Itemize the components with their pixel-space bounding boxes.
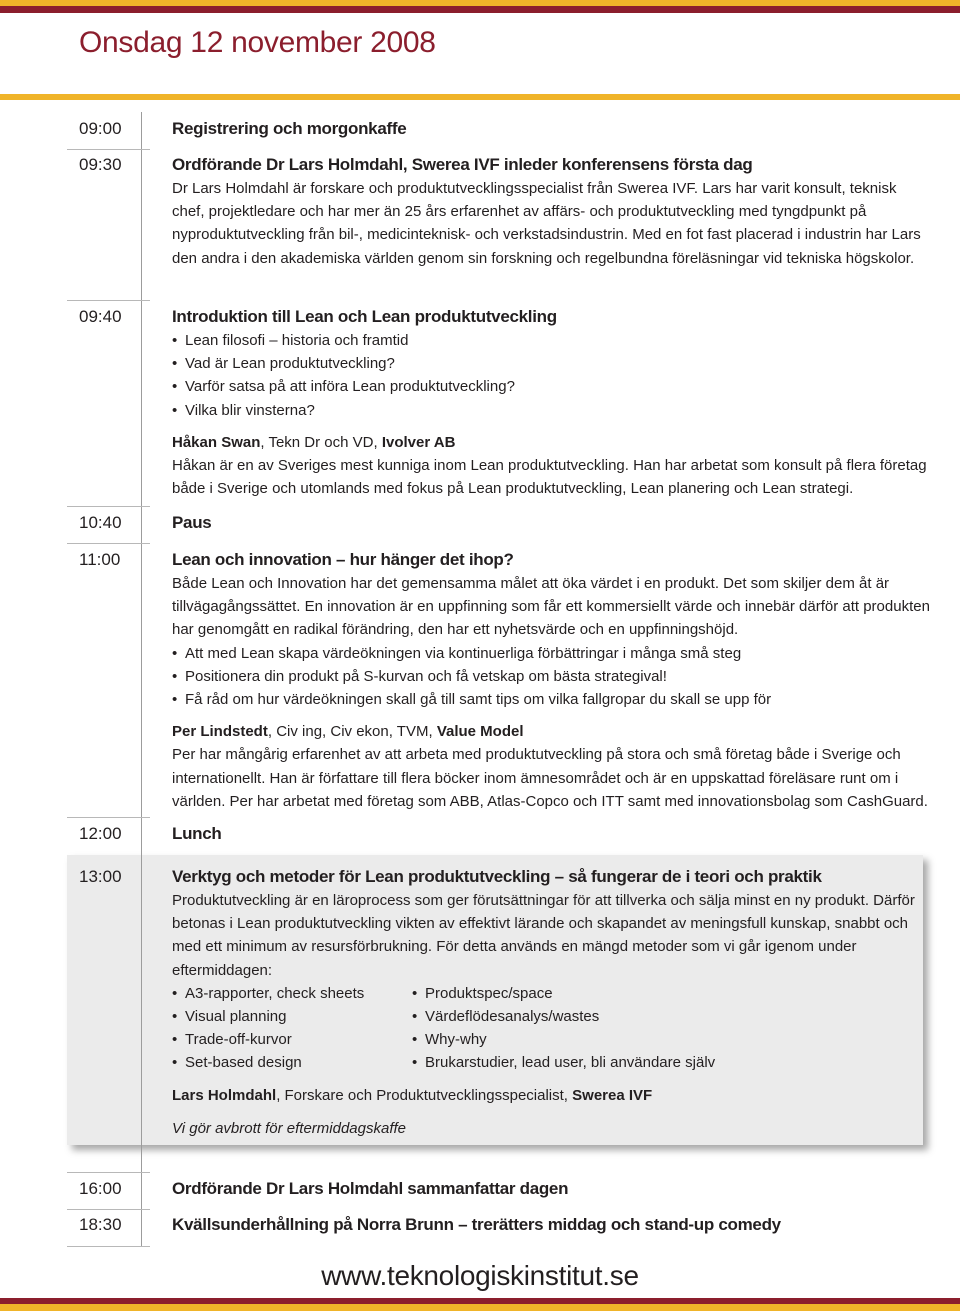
separator	[67, 1172, 150, 1173]
session-heading: Ordförande Dr Lars Holmdahl sammanfattar dagen	[172, 1179, 569, 1198]
separator	[67, 300, 150, 301]
bottom-stripe	[0, 1298, 960, 1311]
speaker-org: Ivolver AB	[381, 433, 456, 451]
session-time: 11:00	[79, 550, 121, 569]
session-heading: Lunch	[172, 824, 222, 843]
speaker-bio: Håkan är en av Sveriges mest kunniga inom Lean produktutveckling. Han har arbetat som konsult på flera företag både i Sverige och utomlands med fokus på Lean produktutveckling, Lean planering och Lean strategi.	[172, 457, 927, 498]
bullet-item: • Varför satsa på att införa Lean produktutveckling?	[172, 375, 932, 398]
separator	[67, 1246, 150, 1247]
session-time: 16:00	[79, 1179, 122, 1198]
session-heading: Introduktion till Lean och Lean produktutveckling	[172, 307, 557, 326]
method-column	[172, 982, 412, 1075]
speaker-title: , Forskare och Produktutvecklingsspecialist,	[276, 1086, 573, 1104]
footer-url-link[interactable]: www.teknologiskinstitut.se	[321, 1260, 639, 1291]
separator	[67, 817, 150, 818]
session-1040	[172, 511, 932, 535]
session-heading: Lean och innovation – hur hänger det ihop?	[172, 550, 514, 569]
speaker-org: Value Model	[436, 723, 524, 741]
session-heading: Kvällsunderhållning på Norra Brunn – trerätters middag och stand-up comedy	[172, 1215, 781, 1234]
session-description: Produktutveckling är en läroprocess som ger förutsättningar för att tillverka och sälja minst en ny produkt. Därför betonas i Lean produktutveckling vikten av effektivt lärande och skapandet av meningsfull kunskap, snabbt och med ett minimum av resursförbrukning. För detta används en mängd metoder som vi går igenom under eftermiddagen:	[172, 892, 915, 979]
speaker-line	[172, 1084, 922, 1107]
session-time: 10:40	[79, 513, 122, 532]
session-0930	[172, 153, 932, 270]
bullet-item: • Brukarstudier, lead user, bli användare själv	[412, 1051, 652, 1074]
session-time: 13:00	[79, 867, 122, 886]
separator	[67, 543, 150, 544]
session-heading: Registrering och morgonkaffe	[172, 119, 407, 138]
timeline-divider	[141, 112, 142, 1247]
bullet-item: • Värdeflödesanalys/wastes	[412, 1005, 652, 1028]
session-time: 12:00	[79, 824, 122, 843]
bullet-item: • Att med Lean skapa värdeökningen via kontinuerliga förbättringar i många små steg	[172, 642, 932, 665]
top-stripe	[0, 0, 960, 13]
bullet-item: • Positionera din produkt på S-kurvan och få vetskap om bästa strategival!	[172, 665, 932, 688]
bullet-item: • Produktspec/space	[412, 982, 652, 1005]
break-note: Vi gör avbrott för eftermiddagskaffe	[172, 1119, 407, 1137]
separator	[67, 506, 150, 507]
bullet-item: • Vad är Lean produktutveckling?	[172, 352, 932, 375]
bullet-item: • Visual planning	[172, 1005, 412, 1028]
session-heading: Paus	[172, 513, 212, 532]
bullet-item: • Set-based design	[172, 1051, 412, 1074]
session-time: 09:30	[79, 155, 122, 174]
bullet-item: • Få råd om hur värdeökningen skall gå till samt tips om vilka fallgropar du skall se upp för	[172, 688, 932, 711]
speaker-org: Swerea IVF	[572, 1086, 653, 1104]
session-time: 18:30	[79, 1215, 122, 1234]
session-1200	[172, 822, 932, 846]
bullet-item: • A3-rapporter, check sheets	[172, 982, 412, 1005]
method-column	[412, 982, 716, 1075]
session-0940	[172, 305, 932, 500]
bullet-item: • Vilka blir vinsterna?	[172, 399, 932, 422]
method-list	[172, 982, 922, 1075]
session-1100	[172, 548, 932, 813]
session-description: Dr Lars Holmdahl är forskare och produktutvecklingsspecialist från Swerea IVF. Lars har varit konsult, teknisk chef, projektledare och har mer än 25 års erfarenhet av affärs- och produktutveckling med tyngdpunkt på nyproduktutveckling från bil-, medicinteknisk- och verkstadsindustrin. Med en fot fast placerad i industrin har Lars den andra i den akademiska världen genom sin forskning och regelbundna föreläsningar vid tekniska högskolor.	[172, 180, 921, 267]
speaker-line	[172, 431, 932, 454]
title-rule	[0, 94, 960, 100]
session-time: 09:00	[79, 119, 122, 138]
session-1830	[172, 1213, 932, 1237]
speaker-title: , Tekn Dr och VD,	[260, 433, 382, 451]
speaker-name: Håkan Swan	[172, 433, 261, 451]
session-1600	[172, 1177, 932, 1201]
bullet-item: • Lean filosofi – historia och framtid	[172, 329, 932, 352]
session-heading: Verktyg och metoder för Lean produktutveckling – så fungerar de i teori och praktik	[172, 867, 822, 886]
speaker-name: Lars Holmdahl	[172, 1086, 277, 1104]
session-description: Både Lean och Innovation har det gemensamma målet att öka värdet i en produkt. Det som skiljer dem åt är tillvägagångssättet. En innovation är en uppfinning som får ett kommersiellt värde och innebär därför att produkten har genomgått en radikal förändring, den har ett nyhetsvärde och en uppfinningshöjd.	[172, 575, 930, 639]
speaker-title: , Civ ing, Civ ekon, TVM,	[267, 723, 437, 741]
session-0900	[172, 117, 932, 141]
bullet-item: • Trade-off-kurvor	[172, 1028, 412, 1051]
speaker-bio: Per har mångårig erfarenhet av att arbeta med produktutveckling på stora och små företag både i Sverige och internationellt. Han är författare till flera böcker inom ämnesområdet och är en uppskattad föreläsare runt om i världen. Per har arbetat med företag som ABB, Atlas-Copco och ITT samt med innovationsbolag som CashGuard.	[172, 746, 928, 810]
page-title: Onsdag 12 november 2008	[79, 26, 436, 59]
speaker-line	[172, 720, 932, 743]
bullet-item: • Why-why	[412, 1028, 652, 1051]
speaker-name: Per Lindstedt	[172, 723, 268, 741]
separator	[67, 1209, 150, 1210]
session-heading: Ordförande Dr Lars Holmdahl, Swerea IVF inleder konferensens första dag	[172, 155, 753, 174]
session-time: 09:40	[79, 307, 122, 326]
session-1300	[172, 865, 922, 1140]
separator	[67, 149, 150, 150]
